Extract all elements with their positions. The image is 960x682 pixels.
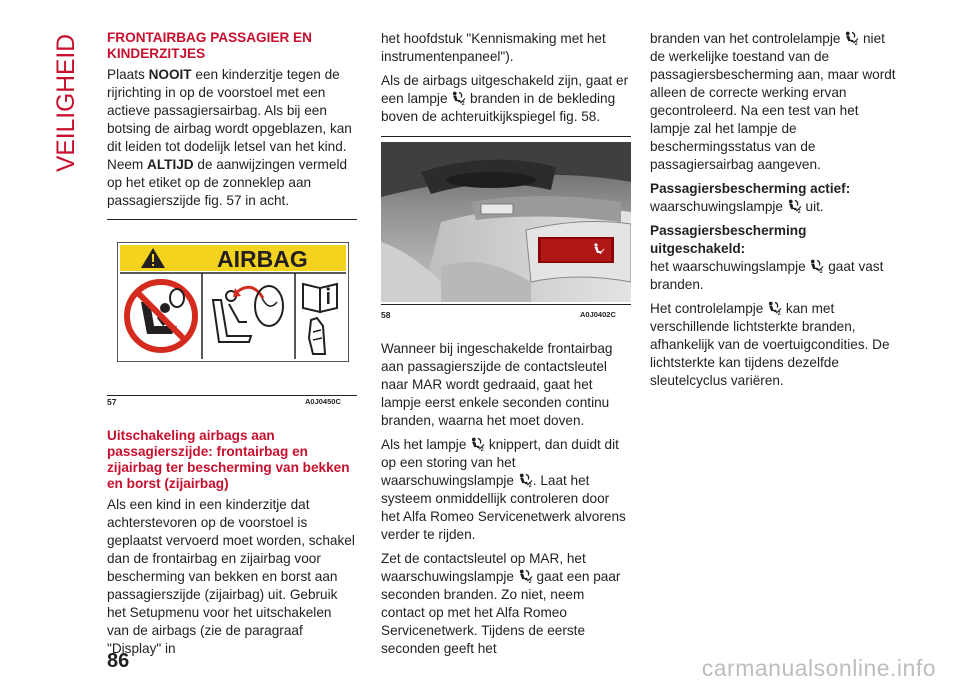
text: Plaats [107,67,149,82]
figure-58-code: A0J0402C [580,310,616,319]
text: gaat een paar seconden branden. Zo niet, neem contact op met het Alfa Romeo Servicenetwerk. Tijdens de eerste seconden geeft het [381,569,621,656]
text: Als het lampje [381,437,471,452]
paragraph-brightness [650,300,900,390]
column-3 [650,30,900,396]
text: een kinderzitje tegen de rijrichting in op de voorstoel met een actieve passagiersairbag. Als bij een botsing de airbag wordt opgeblazen, kan dit leiden tot dodelijk letsel van het kind. Neem [107,67,352,172]
heading-protection-disabled: Passagiersbescherming uitgeschakeld: [650,223,807,256]
column-1 [107,30,357,216]
heading-airbag-child-seats: FRONTAIRBAG PASSAGIER EN KINDERZITJES [107,30,312,61]
emphasis-never: NOOIT [148,67,192,82]
airbag-off-warning-icon [518,569,533,584]
text: branden in de bekleding boven de achteruitkijkspiegel fig. 58. [381,91,616,124]
column-1-lower [107,428,357,664]
figure-58-bottom-rule [381,304,631,305]
text: Zet de contactsleutel op MAR, het waarschuwingslampje [381,551,586,584]
figure-57-top-rule [107,219,357,220]
airbag-off-warning-icon [787,199,802,214]
airbag-label-text: AIRBAG [217,246,308,272]
airbag-warning-icon [518,473,533,488]
text: niet de werkelijke toestand van de passagiersbescherming aan, maar wordt alleen de correcte werking ervan gecontroleerd. Na een test van het lampje zal het lampje de beschermingsstatus van de passagiersairbag aangeven. [650,31,896,172]
airbag-off-warning-icon [844,31,859,46]
paragraph-lamp-status [650,30,900,174]
text: Het controlelampje [650,301,768,316]
paragraph-key-mar [381,550,631,658]
paragraph-never-rear-facing [107,66,357,210]
heading-disable-passenger-airbags: Uitschakeling airbags aan passagierszijde: frontairbag en zijairbag ter bescherming van bekken en borst (zijairbag) [107,428,350,491]
figure-57-bottom-rule [107,395,357,396]
figure-58-top-rule [381,136,631,137]
airbag-off-warning-icon [451,91,466,106]
watermark: carmanualsonline.info [701,655,936,681]
column-2-lower [381,340,631,664]
text: het waarschuwingslampje [650,259,810,274]
text: knippert, dan duidt dit op een storing van het waarschuwingslampje [381,437,619,488]
airbag-off-warning-icon [470,437,485,452]
text: gaat vast branden. [650,259,884,292]
paragraph-chapter-ref: het hoofdstuk "Kennismaking met het instrumentenpaneel"). [381,31,606,64]
paragraph-lamp-test: Wanneer bij ingeschakelde frontairbag aan passagierszijde de contactsleutel naar MAR wordt gedraaid, gaat het lampje eerst enkele seconden continu branden, waarna het moet doven. [381,341,613,428]
text: kan met verschillende lichtsterkte branden, afhankelijk van de voertuigcondities. De lichtsterkte kan tijdens dezelfde sleutelcyclus variëren. [650,301,890,388]
text: uit. [801,199,824,214]
heading-protection-active: Passagiersbescherming actief: [650,181,851,196]
text: de aanwijzingen vermeld op het etiket op de zonneklep aan passagierszijde fig. 57 in acht. [107,157,348,208]
paragraph-protection-active [650,198,900,216]
page-number: 86 [107,650,130,672]
column-2 [381,30,631,132]
text: Als de airbags uitgeschakeld zijn, gaat er een lampje [381,73,629,106]
section-title-vertical [50,32,80,172]
airbag-off-warning-icon [767,301,782,316]
paragraph-disable-airbags: Als een kind in een kinderzitje dat achterstevoren op de voorstoel is geplaatst vervoerd moet worden, schakel dan de frontairbag en zijairbag voor bescherming van bekken en borst aan passagierszijde (zijairbag) uit. Gebruik het Setupmenu voor het uitschakelen van de airbags (zie de paragraaf "Display" in [107,497,355,656]
paragraph-protection-disabled [650,258,900,294]
text: waarschuwingslampje [650,199,787,214]
paragraph-lamp-flashing [381,436,631,544]
paragraph-lamp-location [381,72,631,126]
text: branden van het controlelampje [650,31,845,46]
text: . Laat het systeem onmiddellijk controleren door het Alfa Romeo Servicenetwerk alvorens verder te rijden. [381,473,626,542]
airbag-off-warning-icon [809,259,824,274]
section-title: VEILIGHEID [52,32,80,172]
figure-57-code: A0J0450C [305,397,341,406]
figure-57-airbag-label [117,242,349,362]
figure-58-number: 58 [381,310,391,320]
figure-58-overhead-console-photo [381,142,631,302]
emphasis-always: ALTIJD [147,157,194,172]
figure-57-number: 57 [107,397,117,407]
